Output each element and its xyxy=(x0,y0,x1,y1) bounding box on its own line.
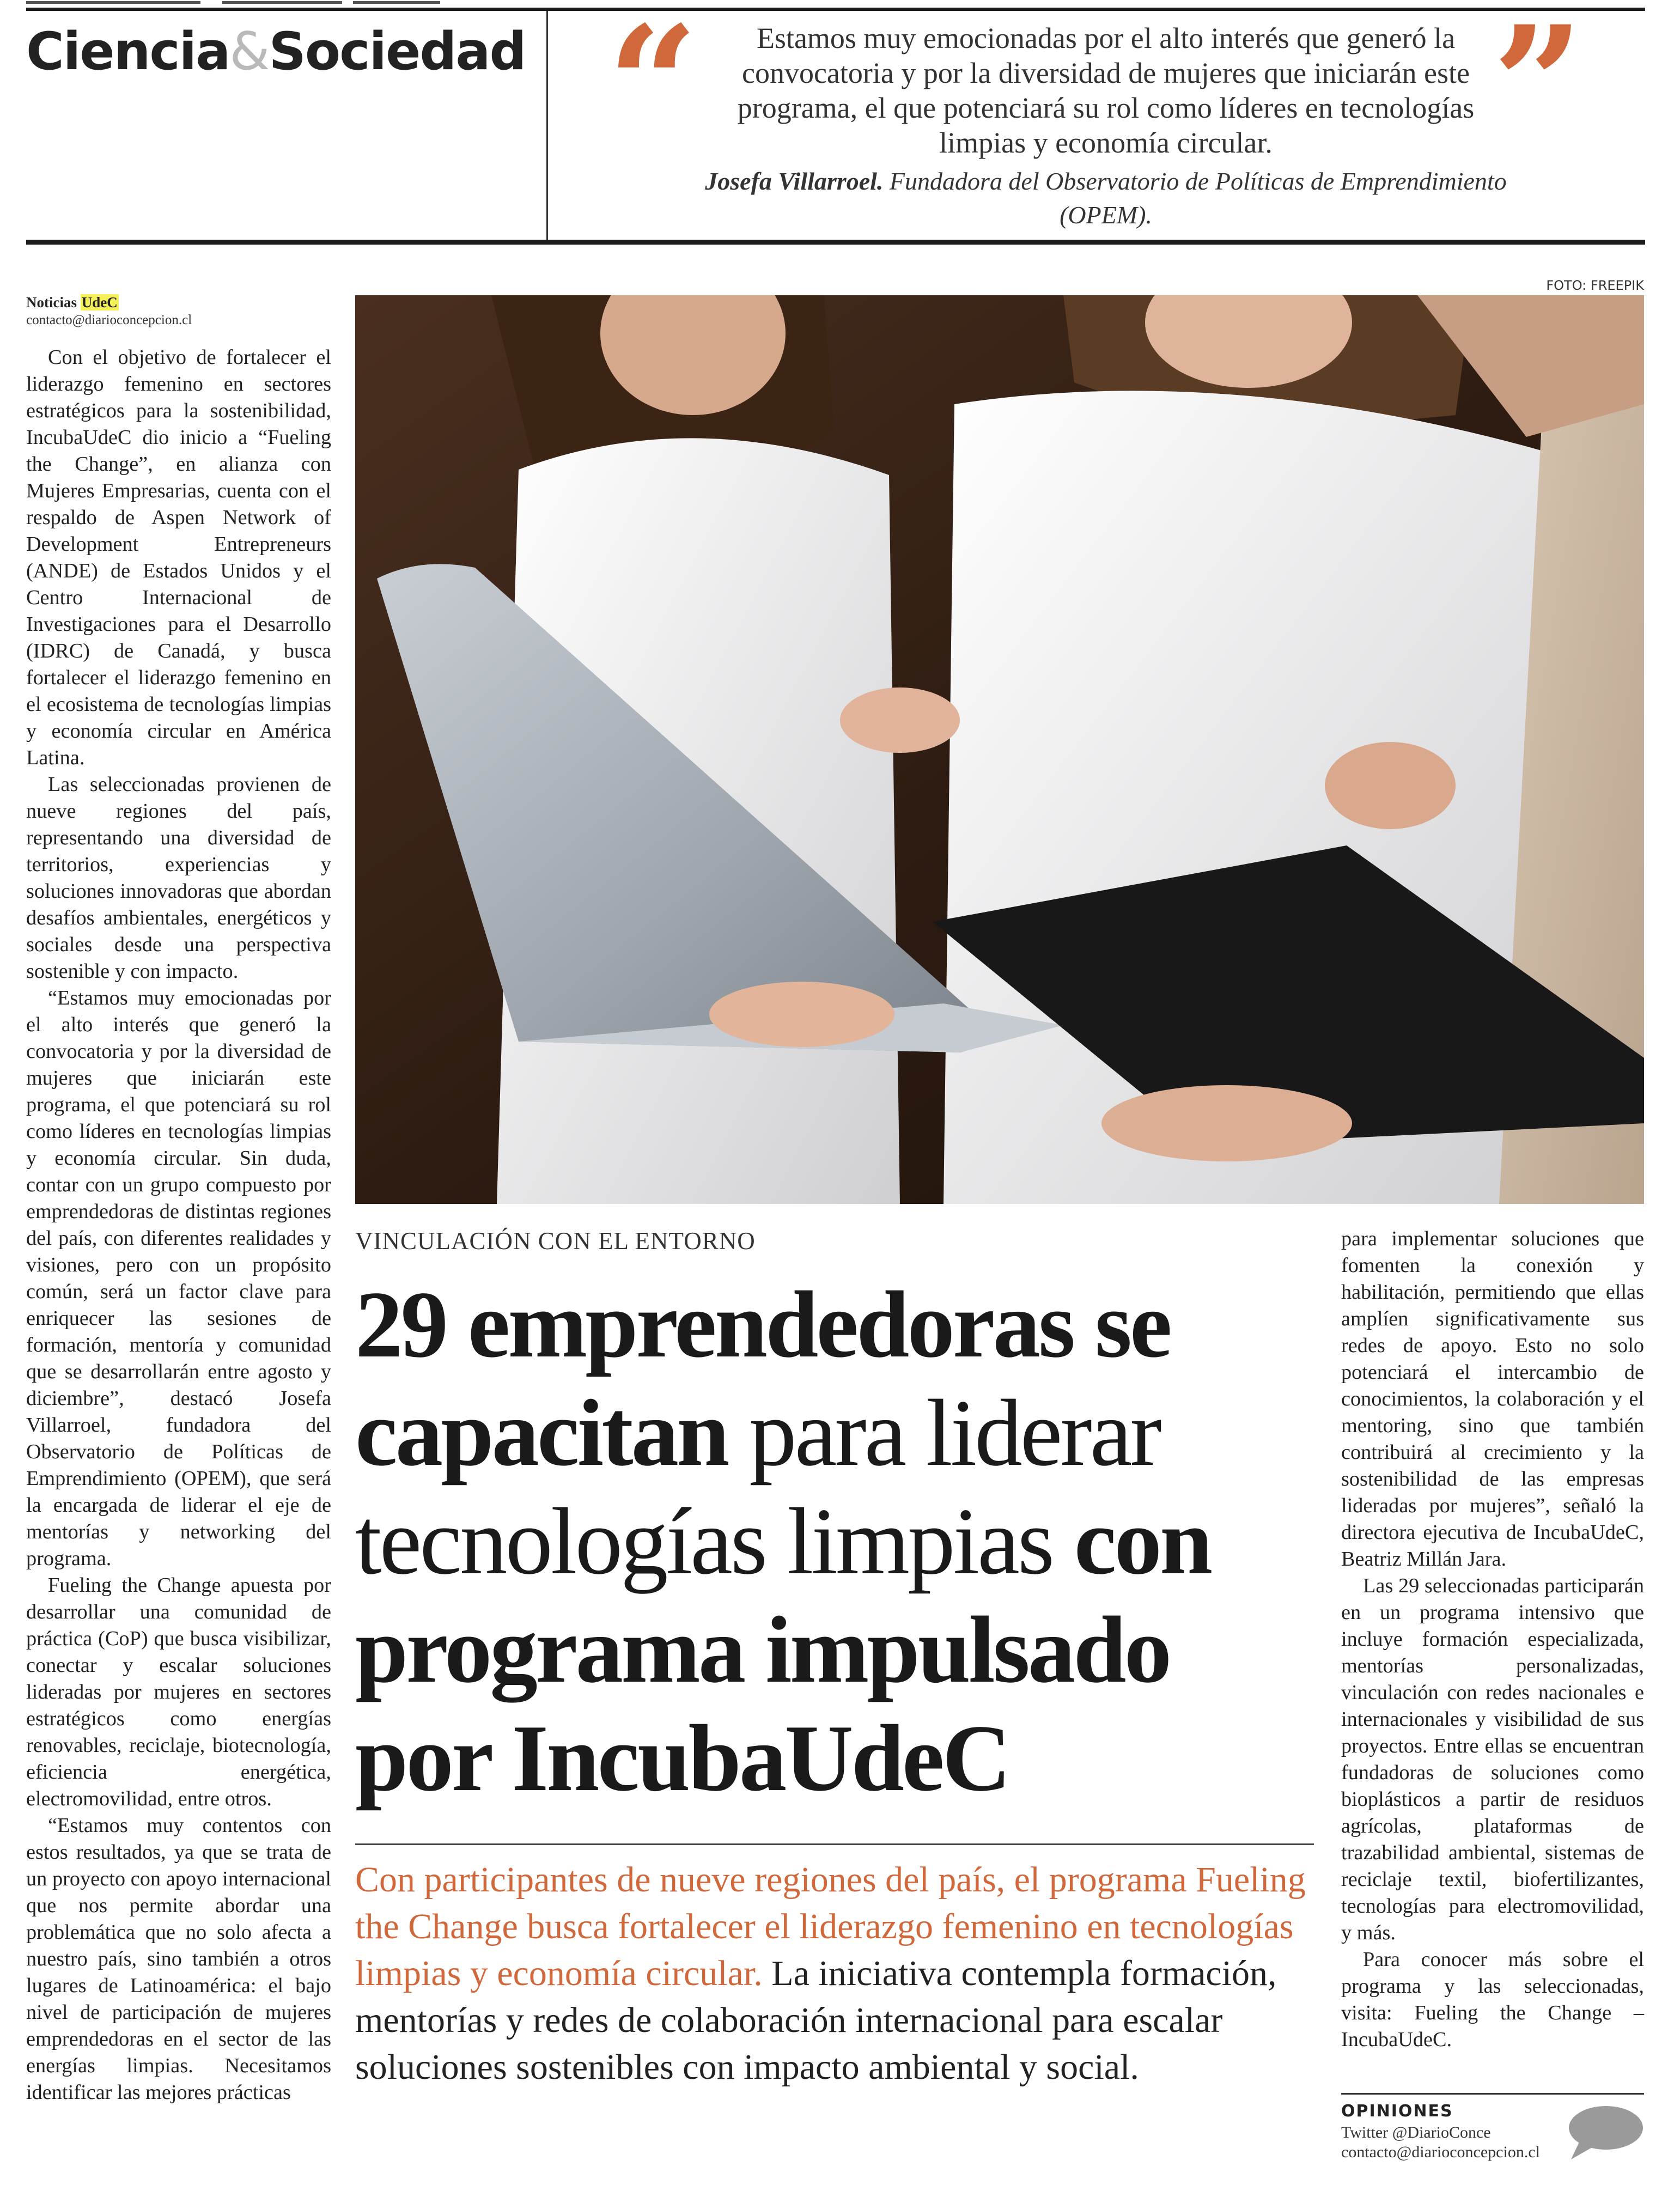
article-kicker: VINCULACIÓN CON EL ENTORNO xyxy=(355,1227,756,1255)
headline-line-3 xyxy=(355,1487,1336,1596)
speech-bubble-icon xyxy=(1563,2103,1645,2163)
section-word-2: Sociedad xyxy=(269,22,526,82)
standfirst-rest: La iniciativa contempla formación, mentorías y redes de colaboración internacional para escalar soluciones sostenibles con impacto ambiental y social. xyxy=(355,1954,1277,2087)
photo-illustration xyxy=(355,295,1644,1204)
headline-line-4: programa impulsado xyxy=(355,1597,1170,1702)
byline-email-link[interactable]: contacto@diarioconcepcion.cl xyxy=(26,313,192,327)
byline-prefix: Noticias xyxy=(26,294,81,311)
byline xyxy=(26,294,119,311)
body-paragraph: Para conocer más sobre el programa y las seleccionadas, visita: Fueling the Change – IncubaUdeC. xyxy=(1341,1948,1644,2051)
body-paragraph: Las 29 seleccionadas participarán en un programa intensivo que incluye formación especializada, mentorías personalizadas, vinculación con redes nacionales e internacionales y visibilidad de sus proyectos. Entre ellas se encuentran fundadoras de soluciones como bioplásticos a partir de residuos agrícolas, plataformas de trazabilidad ambiental, sistemas de reciclaje textil, biofertilizantes, tecnologías para electromovilidad, y más. xyxy=(1341,1574,1644,1944)
pull-quote-author: Josefa Villarroel. xyxy=(705,167,884,195)
headline-line-3-regular: tecnologías limpias xyxy=(355,1488,1074,1594)
article-headline xyxy=(355,1270,1336,1812)
headline-line-2-regular: para liderar xyxy=(727,1380,1160,1486)
top-rule xyxy=(26,8,1645,11)
header-rule xyxy=(26,240,1645,245)
article-column-left xyxy=(26,344,331,2106)
body-paragraph: para implementar soluciones que fomenten la conexión y habilitación, permitiendo que ellas amplíen significativamente sus redes de apoyo. Esto no solo potenciará el intercambio de conocimientos, la colaboración y el mentoring, sino que también contribuirá al crecimiento y la sostenibilidad de las empresas lideradas por mujeres”, señaló la directora ejecutiva de IncubaUdeC, Beatriz Millán Jara. xyxy=(1341,1227,1644,1571)
section-title xyxy=(26,22,526,82)
pull-quote-role: Fundadora del Observatorio de Políticas de Emprendimiento (OPEM). xyxy=(889,167,1507,229)
headline-line-5: por IncubaUdeC xyxy=(355,1705,1009,1811)
body-paragraph: “Estamos muy contentos con estos resultados, ya que se trata de un proyecto con apoyo internacional que nos permite abordar una problemática que no solo afecta a nuestro país, sino también a otros lugares de Latinoamérica: el bajo nivel de participación de mujeres emprendedoras en el sector de las energías limpias. Necesitamos identificar las mejores prácticas xyxy=(26,1814,331,2104)
body-paragraph: Las seleccionadas provienen de nueve regiones del país, representando una diversidad de territorios, experiencias y soluciones innovadoras que abordan desafíos ambientales, energéticos y sociales desde una perspectiva sostenible y con impacto. xyxy=(26,773,331,983)
contact-email-link[interactable]: contacto@diarioconcepcion.cl xyxy=(1341,2143,1540,2161)
body-paragraph: Fueling the Change apuesta por desarrollar una comunidad de práctica (CoP) que busca visibilizar, conectar y escalar soluciones lideradas por mujeres en sectores estratégicos como energías renovables, reciclaje, biotecnología, eficiencia energética, electromovilidad, entre otros. xyxy=(26,1574,331,1810)
section-ampersand: & xyxy=(229,22,269,82)
body-paragraph: Con el objetivo de fortalecer el liderazgo femenino en sectores estratégicos para la sostenibilidad, IncubaUdeC dio inicio a “Fueling the Change”, en alianza con Mujeres Empresarias, cuenta con el respaldo de Aspen Network of Development Entrepreneurs (ANDE) de Estados Unidos y el Centro Internacional de Investigaciones para el Desarrollo (IDRC) de Canadá, y busca fortalecer el liderazgo femenino en el ecosistema de tecnologías limpias y economía circular en América Latina. xyxy=(26,346,331,769)
headline-line-2 xyxy=(355,1379,1336,1487)
article-photo xyxy=(355,295,1644,1204)
article-column-right xyxy=(1341,1226,1644,2053)
headline-line-2-bold: capacitan xyxy=(355,1380,728,1486)
opinions-label: OPINIONES xyxy=(1341,2102,1453,2121)
headline-rule xyxy=(355,1843,1314,1845)
photo-credit: FOTO: FREEPIK xyxy=(1546,278,1644,293)
body-paragraph: “Estamos muy emocionadas por el alto interés que generó la convocatoria y por la diversidad de mujeres que iniciarán este programa, el que potenciará su rol como líderes en tecnologías limpias y economía circular. Sin duda, contar con un grupo compuesto por emprendedoras de distintas regiones del país, con diferentes realidades y visiones, pero con un propósito común, será un factor clave para enriquecer las sesiones de formación, mentoría y comunidad que se desarrollarán entre agosto y diciembre”, destacó Josefa Villarroel, fundadora del Observatorio de Políticas de Emprendimiento (OPEM), que será la encargada de liderar el eje de mentorías y networking del programa. xyxy=(26,987,331,1570)
standfirst-accent: Con participantes de nueve regiones del país, el programa Fueling the Change busca fortalecer el liderazgo femenino en tecnologías limpias y economía circular. xyxy=(355,1860,1306,1993)
pull-quote-text: Estamos muy emocionadas por el alto interés que generó la convocatoria y por la diversidad de mujeres que iniciarán este programa, el que potenciará su rol como líderes en tecnologías limpias y economía circular. xyxy=(737,22,1475,159)
twitter-handle-link[interactable]: Twitter @DiarioConce xyxy=(1341,2123,1491,2141)
byline-highlight: UdeC xyxy=(81,294,118,311)
article-standfirst xyxy=(355,1857,1314,2091)
headline-line-1: 29 emprendedoras se xyxy=(355,1271,1170,1377)
pull-quote-attribution xyxy=(703,165,1509,232)
footer-rule xyxy=(1341,2093,1644,2095)
top-cut-text-strip xyxy=(26,0,1660,5)
open-quote-icon: “ xyxy=(607,0,698,177)
section-word-1: Ciencia xyxy=(26,22,230,82)
close-quote-icon: ” xyxy=(1493,0,1584,177)
header-divider xyxy=(546,11,548,240)
headline-line-3-bold: con xyxy=(1074,1488,1211,1594)
